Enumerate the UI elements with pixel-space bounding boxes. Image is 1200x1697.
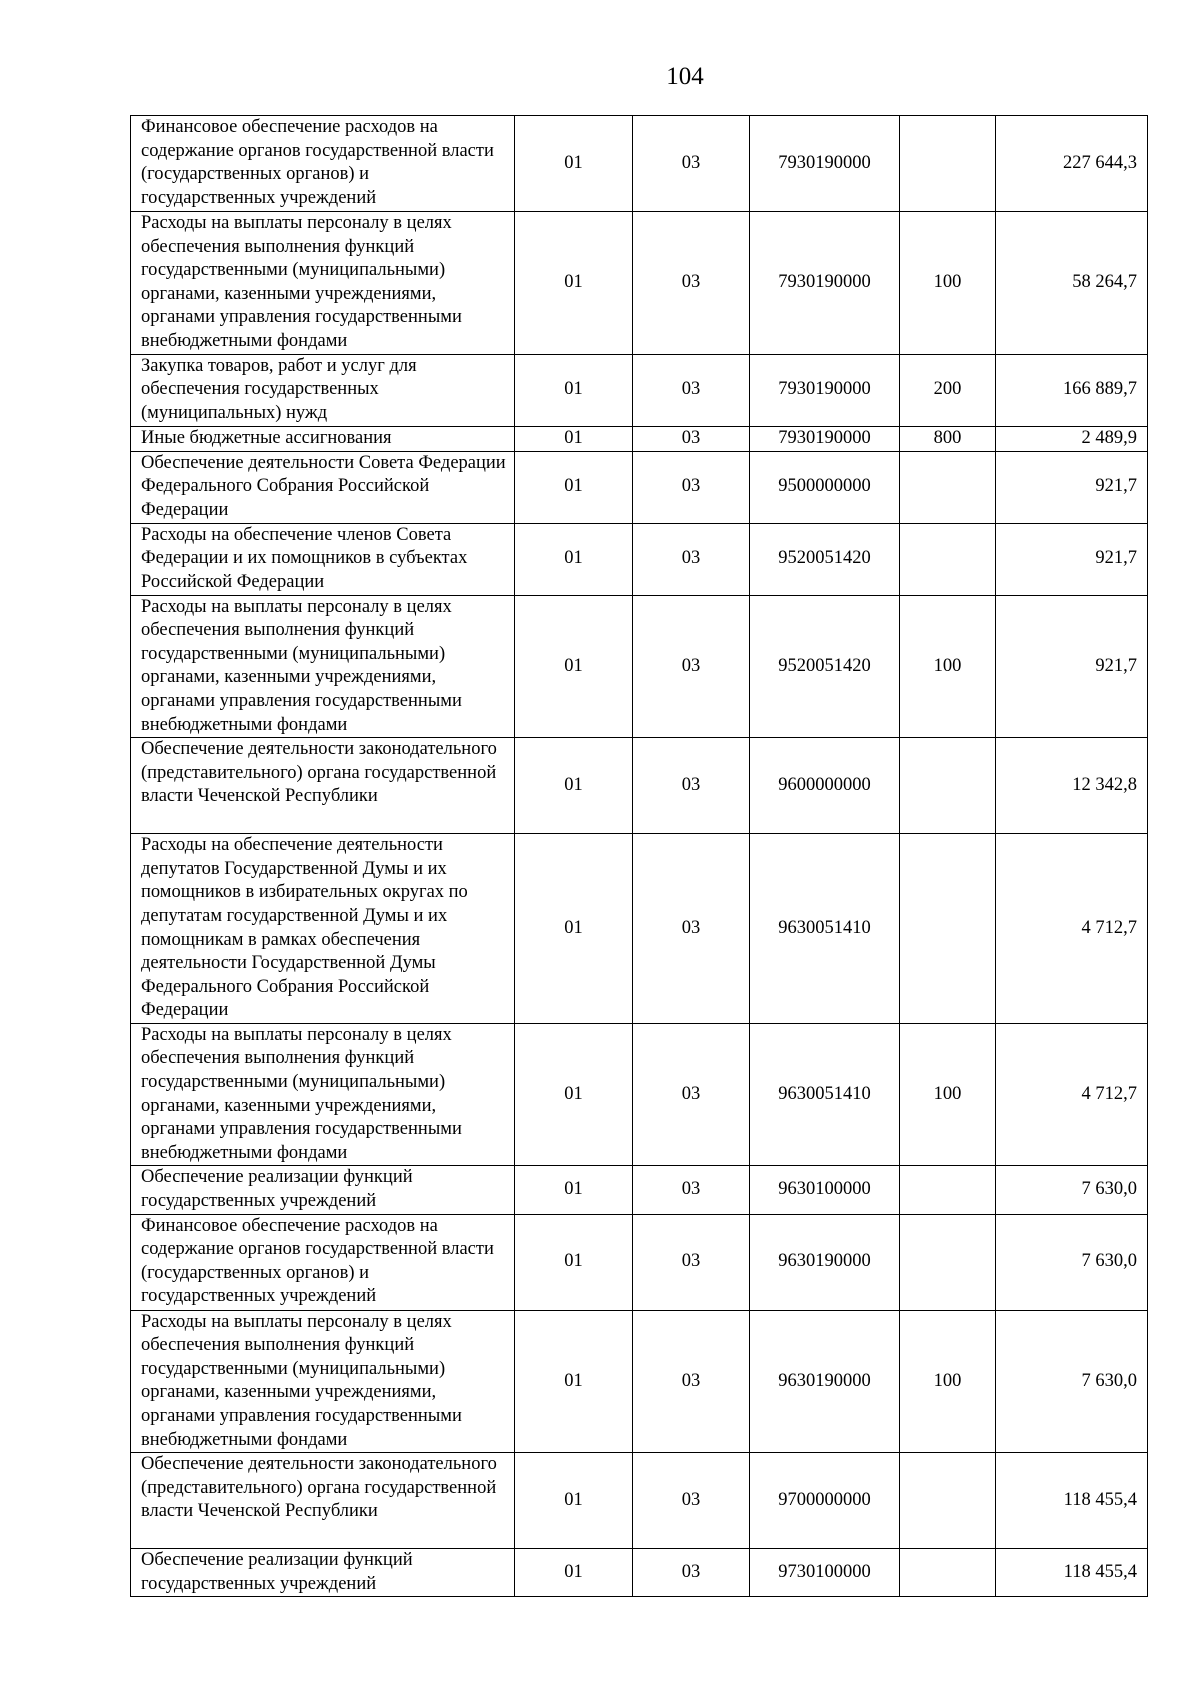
target-article-cell: 9600000000 (750, 738, 900, 834)
amount-cell: 12 342,8 (996, 738, 1148, 834)
target-article-cell: 9630051410 (750, 834, 900, 1024)
section-code-cell: 01 (515, 1214, 633, 1310)
expense-type-cell (900, 1166, 996, 1214)
expense-type-cell (900, 1453, 996, 1549)
row-name-cell: Обеспечение деятельности законодательного (представительного) органа государственной власти Чеченской Республики (131, 1453, 515, 1549)
amount-cell: 227 644,3 (996, 116, 1148, 212)
expense-type-cell: 100 (900, 1310, 996, 1453)
section-code-cell: 01 (515, 595, 633, 738)
expense-type-cell (900, 738, 996, 834)
table-row (131, 354, 1148, 426)
section-code-cell: 01 (515, 1023, 633, 1166)
target-article-cell: 7930190000 (750, 212, 900, 355)
amount-cell: 921,7 (996, 451, 1148, 523)
subsection-code-cell: 03 (633, 1310, 750, 1453)
subsection-code-cell: 03 (633, 1549, 750, 1597)
expense-type-cell (900, 834, 996, 1024)
subsection-code-cell: 03 (633, 1023, 750, 1166)
expense-type-cell (900, 116, 996, 212)
table-row (131, 212, 1148, 355)
amount-cell: 58 264,7 (996, 212, 1148, 355)
row-name-cell: Обеспечение деятельности Совета Федерации Федерального Собрания Российской Федерации (131, 451, 515, 523)
table-row (131, 1214, 1148, 1310)
row-name-cell: Финансовое обеспечение расходов на содержание органов государственной власти (государственных органов) и государственных учреждений (131, 116, 515, 212)
table-row (131, 1453, 1148, 1549)
expense-type-cell (900, 1549, 996, 1597)
amount-cell: 921,7 (996, 595, 1148, 738)
table-row (131, 834, 1148, 1024)
amount-cell: 7 630,0 (996, 1214, 1148, 1310)
subsection-code-cell: 03 (633, 116, 750, 212)
target-article-cell: 9630051410 (750, 1023, 900, 1166)
expense-type-cell (900, 523, 996, 595)
section-code-cell: 01 (515, 212, 633, 355)
subsection-code-cell: 03 (633, 354, 750, 426)
row-name-cell: Иные бюджетные ассигнования (131, 426, 515, 451)
section-code-cell: 01 (515, 834, 633, 1024)
budget-table-body (131, 116, 1148, 1597)
row-name-cell: Расходы на выплаты персоналу в целях обеспечения выполнения функций государственными (муниципальными) органами, казенными учреждениями, органами управления государственными внебюджетными фондами (131, 212, 515, 355)
amount-cell: 118 455,4 (996, 1549, 1148, 1597)
row-name-cell: Расходы на выплаты персоналу в целях обеспечения выполнения функций государственными (муниципальными) органами, казенными учреждениями, органами управления государственными внебюджетными фондами (131, 595, 515, 738)
section-code-cell: 01 (515, 354, 633, 426)
target-article-cell: 9630190000 (750, 1310, 900, 1453)
expense-type-cell: 100 (900, 212, 996, 355)
table-row (131, 451, 1148, 523)
amount-cell: 4 712,7 (996, 834, 1148, 1024)
row-name-cell: Расходы на выплаты персоналу в целях обеспечения выполнения функций государственными (муниципальными) органами, казенными учреждениями, органами управления государственными внебюджетными фондами (131, 1310, 515, 1453)
section-code-cell: 01 (515, 1166, 633, 1214)
table-row (131, 1549, 1148, 1597)
expense-type-cell: 100 (900, 1023, 996, 1166)
table-row (131, 1166, 1148, 1214)
expense-type-cell (900, 1214, 996, 1310)
subsection-code-cell: 03 (633, 1453, 750, 1549)
row-name-cell: Обеспечение деятельности законодательного (представительного) органа государственной власти Чеченской Республики (131, 738, 515, 834)
target-article-cell: 9700000000 (750, 1453, 900, 1549)
subsection-code-cell: 03 (633, 595, 750, 738)
subsection-code-cell: 03 (633, 426, 750, 451)
amount-cell: 7 630,0 (996, 1310, 1148, 1453)
target-article-cell: 9520051420 (750, 523, 900, 595)
expense-type-cell (900, 451, 996, 523)
target-article-cell: 7930190000 (750, 354, 900, 426)
table-row (131, 523, 1148, 595)
row-name-cell: Обеспечение реализации функций государственных учреждений (131, 1549, 515, 1597)
table-row (131, 738, 1148, 834)
target-article-cell: 9520051420 (750, 595, 900, 738)
amount-cell: 166 889,7 (996, 354, 1148, 426)
section-code-cell: 01 (515, 426, 633, 451)
target-article-cell: 7930190000 (750, 116, 900, 212)
section-code-cell: 01 (515, 523, 633, 595)
row-name-cell: Закупка товаров, работ и услуг для обеспечения государственных (муниципальных) нужд (131, 354, 515, 426)
row-name-cell: Обеспечение реализации функций государственных учреждений (131, 1166, 515, 1214)
subsection-code-cell: 03 (633, 834, 750, 1024)
subsection-code-cell: 03 (633, 523, 750, 595)
table-row (131, 1310, 1148, 1453)
subsection-code-cell: 03 (633, 1214, 750, 1310)
expense-type-cell: 200 (900, 354, 996, 426)
amount-cell: 118 455,4 (996, 1453, 1148, 1549)
expense-type-cell: 100 (900, 595, 996, 738)
amount-cell: 2 489,9 (996, 426, 1148, 451)
table-row (131, 426, 1148, 451)
target-article-cell: 9730100000 (750, 1549, 900, 1597)
section-code-cell: 01 (515, 1310, 633, 1453)
subsection-code-cell: 03 (633, 451, 750, 523)
section-code-cell: 01 (515, 116, 633, 212)
row-name-cell: Расходы на обеспечение деятельности депутатов Государственной Думы и их помощников в избирательных округах по депутатам государственной Думы и их помощникам в рамках обеспечения деятельности Государственной Думы Федерального Собрания Российской Федерации (131, 834, 515, 1024)
row-name-cell: Финансовое обеспечение расходов на содержание органов государственной власти (государственных органов) и государственных учреждений (131, 1214, 515, 1310)
row-name-cell: Расходы на обеспечение членов Совета Федерации и их помощников в субъектах Российской Федерации (131, 523, 515, 595)
budget-table (130, 115, 1148, 1597)
amount-cell: 7 630,0 (996, 1166, 1148, 1214)
subsection-code-cell: 03 (633, 738, 750, 834)
row-name-cell: Расходы на выплаты персоналу в целях обеспечения выполнения функций государственными (муниципальными) органами, казенными учреждениями, органами управления государственными внебюджетными фондами (131, 1023, 515, 1166)
table-row (131, 116, 1148, 212)
section-code-cell: 01 (515, 738, 633, 834)
amount-cell: 4 712,7 (996, 1023, 1148, 1166)
section-code-cell: 01 (515, 1549, 633, 1597)
table-row (131, 595, 1148, 738)
target-article-cell: 9630190000 (750, 1214, 900, 1310)
section-code-cell: 01 (515, 1453, 633, 1549)
amount-cell: 921,7 (996, 523, 1148, 595)
table-row (131, 1023, 1148, 1166)
page-number: 104 (666, 63, 704, 90)
section-code-cell: 01 (515, 451, 633, 523)
subsection-code-cell: 03 (633, 212, 750, 355)
target-article-cell: 9630100000 (750, 1166, 900, 1214)
expense-type-cell: 800 (900, 426, 996, 451)
subsection-code-cell: 03 (633, 1166, 750, 1214)
target-article-cell: 9500000000 (750, 451, 900, 523)
target-article-cell: 7930190000 (750, 426, 900, 451)
